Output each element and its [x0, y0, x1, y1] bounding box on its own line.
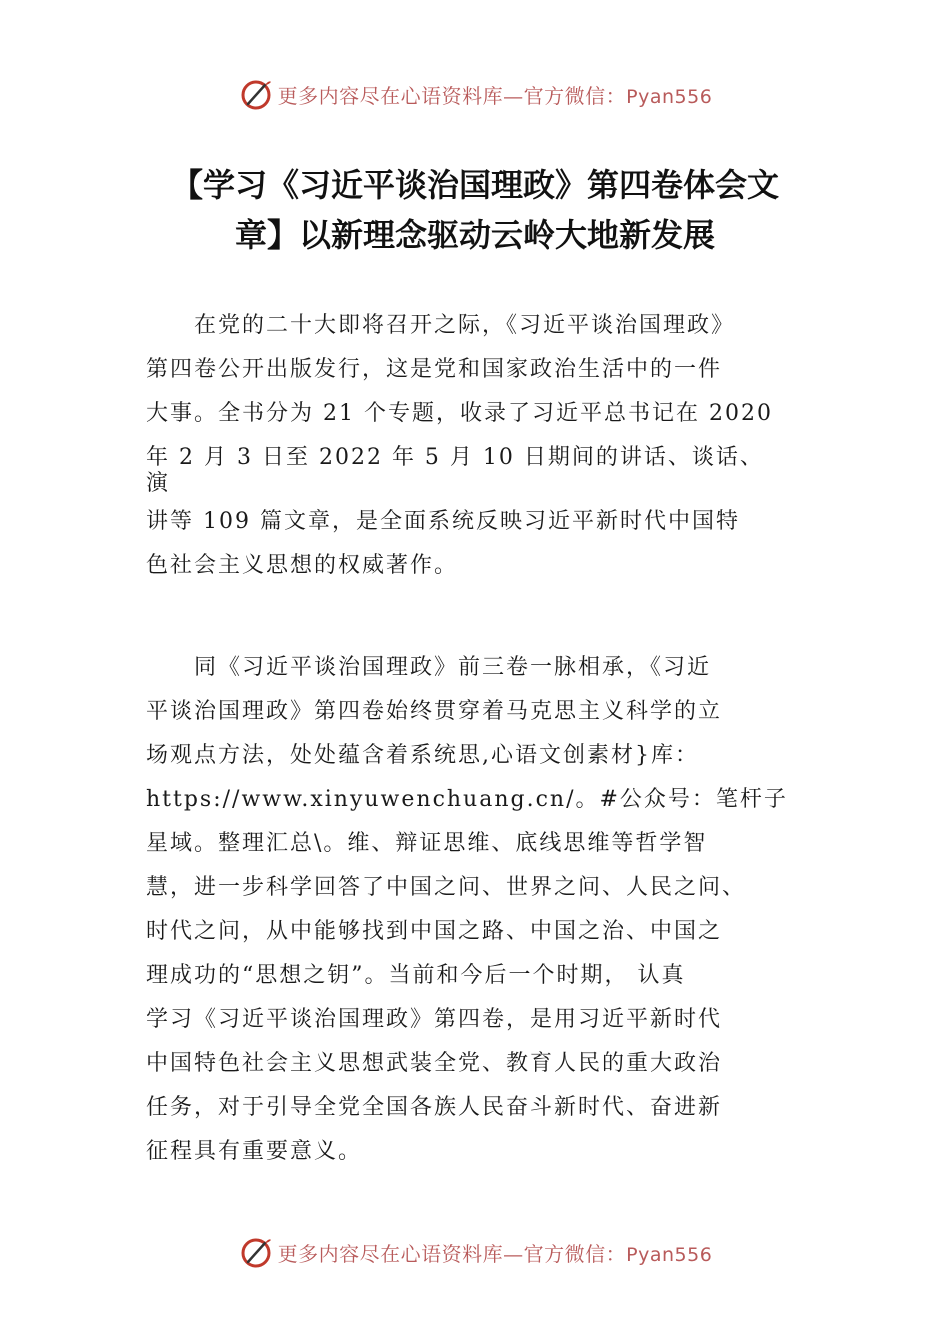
- paragraph-1-line: 讲等 109 篇文章，是全面系统反映习近平新时代中国特: [146, 509, 740, 534]
- paragraph-2-line: 中国特色社会主义思想武装全党、教育人民的重大政治: [146, 1051, 723, 1076]
- header-banner-text: [278, 80, 713, 109]
- paragraph-2-line: 同《习近平谈治国理政》前三卷一脉相承，《习近: [146, 655, 712, 680]
- header-wechat-id: Pyan556: [626, 85, 713, 108]
- paragraph-2-line: 任务，对于引导全党全国各族人民奋斗新时代、奋进新: [146, 1095, 723, 1120]
- footer-banner-cn: 更多内容尽在心语资料库—官方微信：: [277, 1241, 627, 1266]
- paragraph-2-line: 平谈治国理政》第四卷始终贯穿着马克思主义科学的立: [146, 699, 723, 724]
- title-line-2: 章】以新理念驱动云岭大地新发展: [234, 216, 715, 254]
- header-banner: [0, 72, 950, 116]
- paragraph-2-line: 场观点方法，处处蕴含着系统思,心语文创素材}库：: [146, 743, 699, 768]
- paragraph-2-line: 时代之问，从中能够找到中国之路、中国之治、中国之: [146, 919, 723, 944]
- header-banner-cn: 更多内容尽在心语资料库—官方微信：: [277, 83, 627, 108]
- paragraph-2: [146, 646, 808, 1174]
- paragraph-1-line: 演: [146, 471, 171, 496]
- quill-logo-icon: [238, 76, 274, 112]
- footer-wechat-id: Pyan556: [626, 1243, 713, 1266]
- paragraph-2-line: 学习《习近平谈治国理政》第四卷，是用习近平新时代: [146, 1007, 723, 1032]
- footer-banner-text: [278, 1238, 713, 1267]
- paragraph-2-line: 理成功的“思想之钥”。当前和今后一个时期， 认真: [146, 963, 686, 988]
- paragraph-2-line: 星域。整理汇总\。维、辩证思维、底线思维等哲学智: [146, 831, 708, 856]
- paragraph-1: [146, 304, 808, 588]
- paragraph-2-line: 慧，进一步科学回答了中国之问、世界之问、人民之问、: [146, 875, 747, 900]
- paragraph-1-line: 第四卷公开出版发行，这是党和国家政治生活中的一件: [146, 357, 723, 382]
- paragraph-1-line: 在党的二十大即将召开之际，《习近平谈治国理政》: [146, 313, 736, 338]
- paragraph-2-line: https://www.xinyuwenchuang.cn/。#公众号：笔杆子: [146, 787, 788, 812]
- paragraph-1-line: 年 2 月 3 日至 2022 年 5 月 10 日期间的讲话、谈话、: [146, 445, 764, 470]
- paragraph-1-line: 色社会主义思想的权威著作。: [146, 553, 459, 578]
- quill-logo-icon: [238, 1234, 274, 1270]
- title-line-1: 【学习《习近平谈治国理政》第四卷体会文: [170, 166, 779, 204]
- paragraph-2-line: 征程具有重要意义。: [146, 1139, 363, 1164]
- page-title: [120, 160, 830, 260]
- footer-banner: [0, 1230, 950, 1274]
- paragraph-1-line: 大事。全书分为 21 个专题，收录了习近平总书记在 2020: [146, 401, 773, 426]
